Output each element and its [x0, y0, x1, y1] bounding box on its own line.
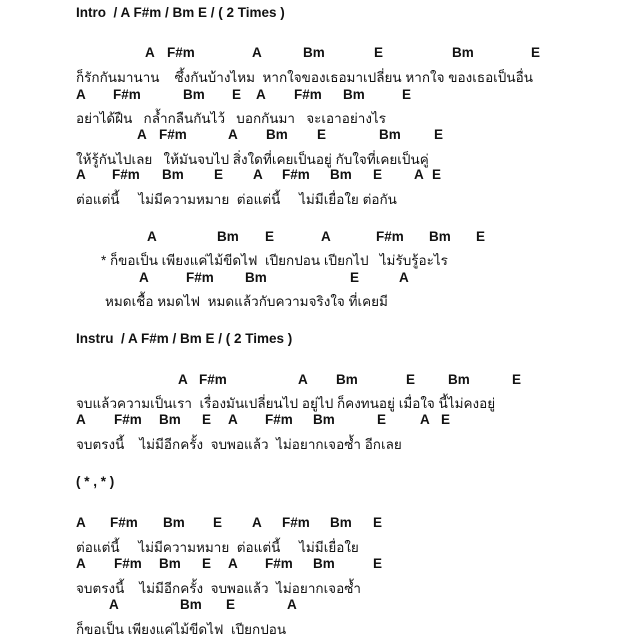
chord: F#m: [294, 87, 322, 102]
chord: E: [441, 412, 451, 427]
chord: Bm: [313, 412, 335, 427]
chord: E: [214, 167, 224, 182]
chord: Bm: [183, 87, 205, 102]
chord: E: [226, 597, 236, 612]
chord: F#m: [113, 87, 141, 102]
chord: Bm: [429, 229, 451, 244]
chord-line: [0, 127, 620, 143]
chord: E: [317, 127, 327, 142]
chord: A: [76, 87, 86, 102]
chord: A: [256, 87, 266, 102]
chord: A: [252, 515, 262, 530]
chord: Bm: [313, 556, 335, 571]
lyric-line: จบแล้วความเป็นเรา เรื่องมันเปลี่ยนไป อยู่ไป ก็คงทนอยู่ เมื่อใจ นี้ไม่คงอยู่: [76, 396, 496, 411]
chord: F#m: [282, 167, 310, 182]
chord: A: [76, 556, 86, 571]
chord: E: [202, 412, 212, 427]
chord-line: [0, 87, 620, 103]
chord: A: [109, 597, 119, 612]
chord: F#m: [167, 45, 195, 60]
chord: F#m: [112, 167, 140, 182]
chord: E: [374, 45, 384, 60]
chord: E: [350, 270, 360, 285]
chord: Bm: [159, 556, 181, 571]
chord: Bm: [217, 229, 239, 244]
chord-line: [0, 412, 620, 428]
chord: A: [228, 412, 238, 427]
chord: A: [76, 412, 86, 427]
chord: E: [265, 229, 275, 244]
lyric-line: ต่อแต่นี้ ไม่มีความหมาย ต่อแต่นี้ ไม่มีเยื่อใย ต่อกัน: [76, 192, 397, 207]
chord: Bm: [330, 515, 352, 530]
chord: A: [139, 270, 149, 285]
lyric-line: หมดเชื้อ หมดไฟ หมดแล้วกับความจริงใจ ที่เคยมี: [105, 294, 388, 309]
chord: A: [321, 229, 331, 244]
chord: Bm: [162, 167, 184, 182]
lyric-line: ก็รักกันมานาน ซึ้งกันบ้างไหม หากใจของเธอมาเปลี่ยน หากใจ ของเธอเป็นอื่น: [76, 70, 533, 85]
chord: A: [414, 167, 424, 182]
chord: Bm: [336, 372, 358, 387]
chord: E: [377, 412, 387, 427]
chord: A: [298, 372, 308, 387]
chord: E: [202, 556, 212, 571]
chord: F#m: [159, 127, 187, 142]
chord: A: [76, 167, 86, 182]
chord: A: [228, 556, 238, 571]
chord: A: [178, 372, 188, 387]
lyric-line: อย่าได้ฝืน กล้ำกลืนกันไว้ บอกกันมา จะเอาอย่างไร: [76, 111, 386, 126]
chord-line: [0, 45, 620, 61]
chord: F#m: [186, 270, 214, 285]
chord: E: [373, 515, 383, 530]
intro-line: Intro / A F#m / Bm E / ( 2 Times ): [76, 5, 285, 20]
chord: E: [373, 556, 383, 571]
chord: Bm: [163, 515, 185, 530]
chord: E: [476, 229, 486, 244]
chord: A: [76, 515, 86, 530]
chord-line: [0, 556, 620, 572]
chord: F#m: [114, 412, 142, 427]
chord: A: [137, 127, 147, 142]
chord: A: [253, 167, 263, 182]
chord: F#m: [265, 556, 293, 571]
repeat-marker: ( * , * ): [76, 474, 115, 489]
lyric-line: จบตรงนี้ ไม่มีอีกครั้ง จบพอแล้ว ไม่อยากเจอซ้ำ อีกเลย: [76, 437, 402, 452]
lyric-line: ต่อแต่นี้ ไม่มีความหมาย ต่อแต่นี้ ไม่มีเยื่อใย: [76, 540, 359, 555]
chord: F#m: [199, 372, 227, 387]
chord: Bm: [245, 270, 267, 285]
chord: A: [287, 597, 297, 612]
chord: E: [432, 167, 442, 182]
chord: F#m: [376, 229, 404, 244]
chord-line: [0, 372, 620, 388]
lyric-line: * ก็ขอเป็น เพียงแค่ไม้ขีดไฟ เปียกปอน เปียกไป ไม่รับรู้อะไร: [101, 253, 448, 268]
chord: E: [232, 87, 242, 102]
chord: F#m: [265, 412, 293, 427]
chord: E: [402, 87, 412, 102]
chord: A: [228, 127, 238, 142]
chord-line: [0, 597, 620, 613]
chord: E: [512, 372, 522, 387]
lyric-line: จบตรงนี้ ไม่มีอีกครั้ง จบพอแล้ว ไม่อยากเจอซ้ำ: [76, 581, 361, 596]
chord: E: [406, 372, 416, 387]
chord: A: [147, 229, 157, 244]
instru-line: Instru / A F#m / Bm E / ( 2 Times ): [76, 331, 293, 346]
chord: F#m: [282, 515, 310, 530]
chord: Bm: [266, 127, 288, 142]
chord: A: [420, 412, 430, 427]
chord: Bm: [452, 45, 474, 60]
lyric-line: ให้รู้กันไปเลย ให้มันจบไป สิ่งใดที่เคยเป็นอยู่ กับใจที่เคยเป็นคู่: [76, 152, 429, 167]
chord: Bm: [343, 87, 365, 102]
chord: A: [145, 45, 155, 60]
chord: F#m: [114, 556, 142, 571]
chord: A: [252, 45, 262, 60]
lyric-line: ก็ขอเป็น เพียงแค่ไม้ขีดไฟ เปียกปอน: [76, 622, 287, 637]
chord: Bm: [379, 127, 401, 142]
chord-line: [0, 167, 620, 183]
chord: Bm: [303, 45, 325, 60]
chord: E: [434, 127, 444, 142]
chord: E: [213, 515, 223, 530]
chord-line: [0, 515, 620, 531]
chord: A: [399, 270, 409, 285]
chord-line: [0, 229, 620, 245]
chord: Bm: [159, 412, 181, 427]
chord: Bm: [180, 597, 202, 612]
chord-line: [0, 270, 620, 286]
chord: E: [373, 167, 383, 182]
chord: E: [531, 45, 541, 60]
chord: Bm: [330, 167, 352, 182]
chord: F#m: [110, 515, 138, 530]
chord: Bm: [448, 372, 470, 387]
